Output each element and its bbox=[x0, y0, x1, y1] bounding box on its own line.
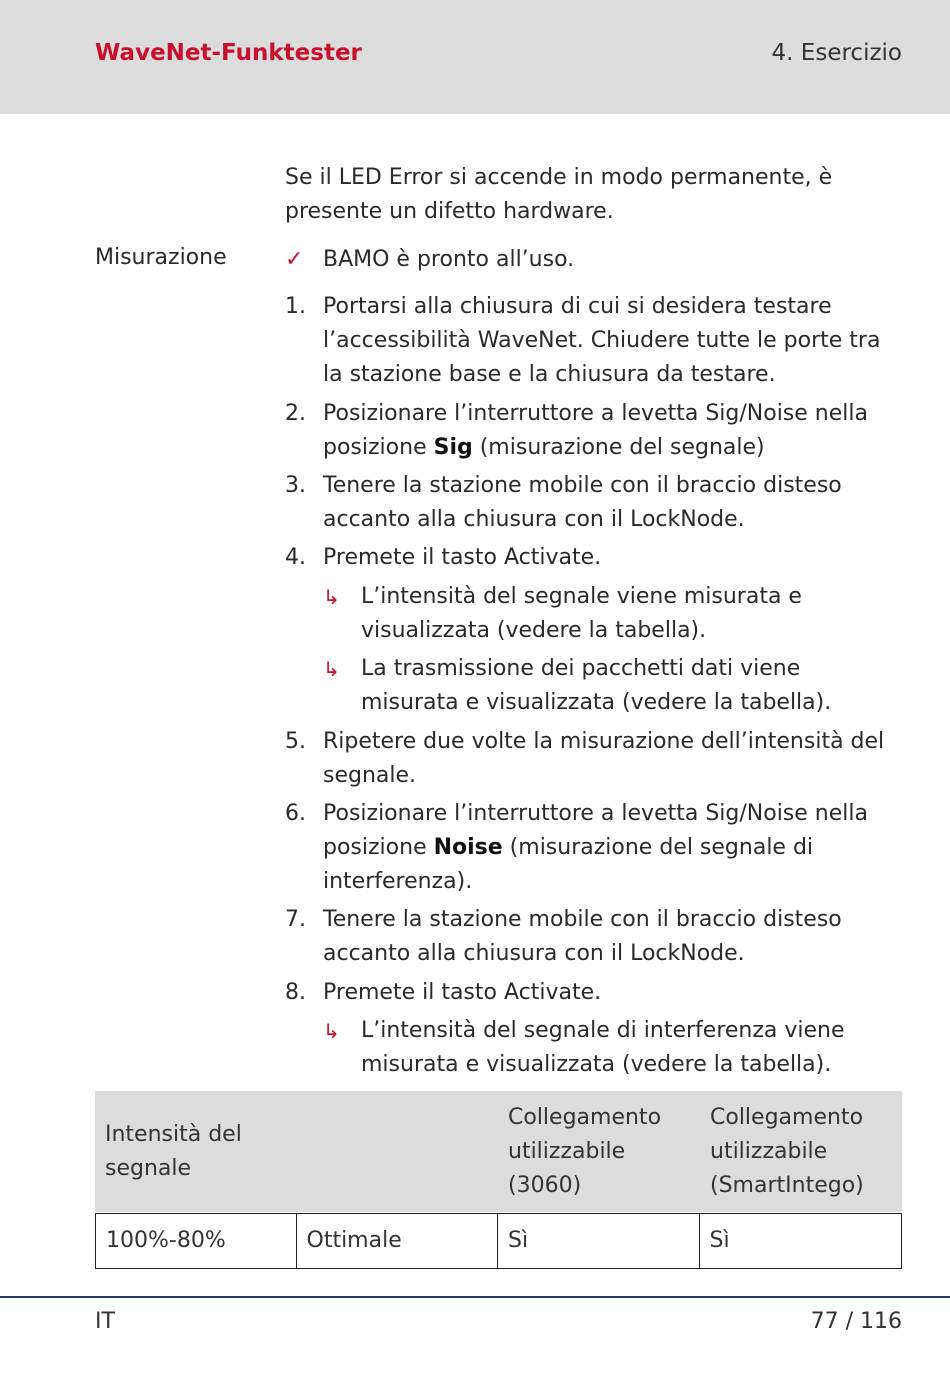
footer-divider bbox=[0, 1296, 950, 1298]
step-number: 2. bbox=[285, 401, 306, 426]
step-number: 4. bbox=[285, 545, 306, 570]
step-result: L’intensità del segnale di interferenza viene misurata e visualizzata (vedere la tabella). bbox=[361, 1018, 845, 1077]
page-header bbox=[0, 0, 950, 114]
step-result: La trasmissione dei pacchetti dati viene misurata e visualizzata (vedere la tabella). bbox=[361, 656, 832, 715]
table-cell: 100%-80% bbox=[96, 1214, 297, 1268]
step-number: 3. bbox=[285, 473, 306, 498]
column-header: Collegamento utilizzabile (3060) bbox=[508, 1105, 662, 1198]
step-number: 8. bbox=[285, 980, 306, 1005]
column-header: Intensità del segnale bbox=[105, 1121, 242, 1181]
precondition-text: BAMO è pronto all’uso. bbox=[323, 247, 575, 272]
page-number: 77 / 116 bbox=[810, 1309, 902, 1334]
step-result: L’intensità del segnale viene misurata e visualizzata (vedere la tabella). bbox=[361, 584, 802, 643]
step-text: Posizionare l’interruttore a levetta Sig/Noise nella posizione Sig (misurazione del segnale) bbox=[323, 401, 868, 460]
bold-term: Sig bbox=[433, 435, 473, 460]
table-row bbox=[95, 1213, 902, 1269]
table-header bbox=[95, 1091, 902, 1212]
bold-term: Noise bbox=[433, 835, 503, 860]
step-text: Posizionare l’interruttore a levetta Sig/Noise nella posizione Noise (misurazione del segnale di interferenza). bbox=[323, 801, 868, 894]
section-label: Misurazione bbox=[95, 245, 227, 270]
step-number: 5. bbox=[285, 729, 306, 754]
step-text: Premete il tasto Activate. bbox=[323, 545, 602, 570]
table-cell: Ottimale bbox=[297, 1214, 499, 1268]
result-arrow-icon: ↳ bbox=[323, 1019, 340, 1043]
step-text: Ripetere due volte la misurazione dell’intensità del segnale. bbox=[323, 729, 885, 788]
footer-language: IT bbox=[95, 1309, 115, 1334]
step-text: Portarsi alla chiusura di cui si desidera testare l’accessibilità WaveNet. Chiudere tutte le porte tra la stazione base e la chiusura da testare. bbox=[323, 294, 881, 387]
chapter-title: 4. Esercizio bbox=[771, 40, 902, 66]
table-cell: Sì bbox=[498, 1214, 700, 1268]
table-cell: Sì bbox=[709, 1228, 730, 1253]
intro-paragraph: Se il LED Error si accende in modo permanente, è presente un difetto hardware. bbox=[285, 165, 833, 224]
checkmark-icon: ✓ bbox=[285, 247, 304, 272]
step-text: Tenere la stazione mobile con il braccio disteso accanto alla chiusura con il LockNode. bbox=[323, 907, 842, 966]
step-text: Premete il tasto Activate. bbox=[323, 980, 602, 1005]
signal-table bbox=[95, 1091, 902, 1269]
step-number: 1. bbox=[285, 294, 306, 319]
step-text: Tenere la stazione mobile con il braccio disteso accanto alla chiusura con il LockNode. bbox=[323, 473, 842, 532]
step-number: 7. bbox=[285, 907, 306, 932]
result-arrow-icon: ↳ bbox=[323, 585, 340, 609]
step-number: 6. bbox=[285, 801, 306, 826]
result-arrow-icon: ↳ bbox=[323, 657, 340, 681]
column-header: Collegamento utilizzabile (SmartIntego) bbox=[710, 1105, 864, 1198]
document-title: WaveNet-Funktester bbox=[95, 40, 362, 66]
